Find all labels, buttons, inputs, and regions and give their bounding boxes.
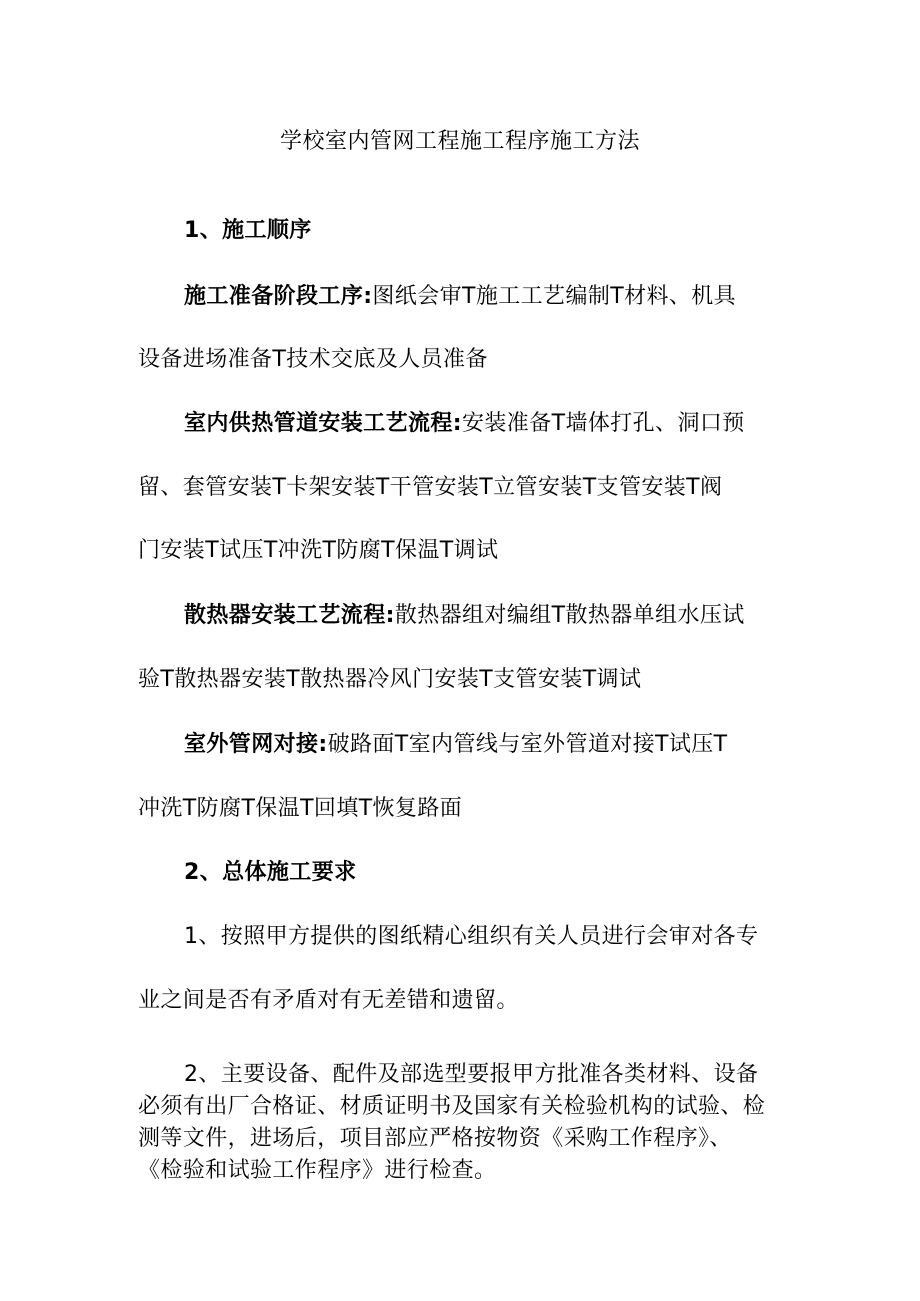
requirement-1-line-2: 业之间是否有矛盾对有无差错和遗留。 — [138, 988, 519, 1013]
requirement-2-paragraph — [138, 1059, 788, 1187]
outdoor-joint-label: 室外管网对接: — [184, 732, 328, 757]
requirement-2-line-3: 测等文件，进场后，项目部应严格按物资《采购工作程序》、 — [138, 1126, 732, 1151]
section-2-heading: 2、总体施工要求 — [184, 860, 357, 885]
radiator-flow-text-1: 散热器组对编组T散热器单组水压试 — [394, 603, 745, 628]
indoor-flow-line-3: 门安装T试压T冲洗T防腐T保温T调试 — [138, 538, 499, 563]
prep-stage-label: 施工准备阶段工序: — [184, 284, 373, 309]
indoor-flow-line-1 — [184, 408, 745, 440]
radiator-flow-line-2: 验T散热器安装T散热器冷风门安装T支管安装T调试 — [138, 667, 642, 692]
section-1-heading: 1、施工顺序 — [184, 218, 312, 243]
outdoor-joint-line-1 — [184, 729, 728, 761]
prep-stage-line-2: 设备进场准备T技术交底及人员准备 — [138, 347, 488, 372]
prep-stage-text-1: 图纸会审T施工工艺编制T材料、机具 — [372, 284, 737, 309]
radiator-flow-label: 散热器安装工艺流程: — [184, 603, 395, 628]
requirement-1-line-1: 1、按照甲方提供的图纸精心组织有关人员进行会审对各专 — [184, 924, 759, 949]
indoor-flow-label: 室内供热管道安装工艺流程: — [184, 411, 462, 436]
requirement-2-line-2: 必须有出厂合格证、材质证明书及国家有关检验机构的试验、检 — [138, 1094, 766, 1119]
indoor-flow-text-1: 安装准备T墙体打孔、洞口预 — [462, 411, 745, 436]
document-title: 学校室内管网工程施工程序施工方法 — [279, 129, 640, 154]
requirement-2-line-4: 《检验和试验工作程序》进行检查。 — [138, 1158, 497, 1183]
prep-stage-line-1 — [184, 281, 736, 313]
radiator-flow-line-1 — [184, 600, 745, 632]
outdoor-joint-text-1: 破路面T室内管线与室外管道对接T试压T — [327, 732, 728, 757]
outdoor-joint-line-2: 冲洗T防腐T保温T回填T恢复路面 — [138, 796, 463, 821]
requirement-2-line-1: 2、主要设备、配件及部选型要报甲方批准各类材料、设备 — [184, 1062, 759, 1087]
indoor-flow-line-2: 留、套管安装T卡架安装T干管安装T立管安装T支管安装T阀 — [138, 475, 723, 500]
